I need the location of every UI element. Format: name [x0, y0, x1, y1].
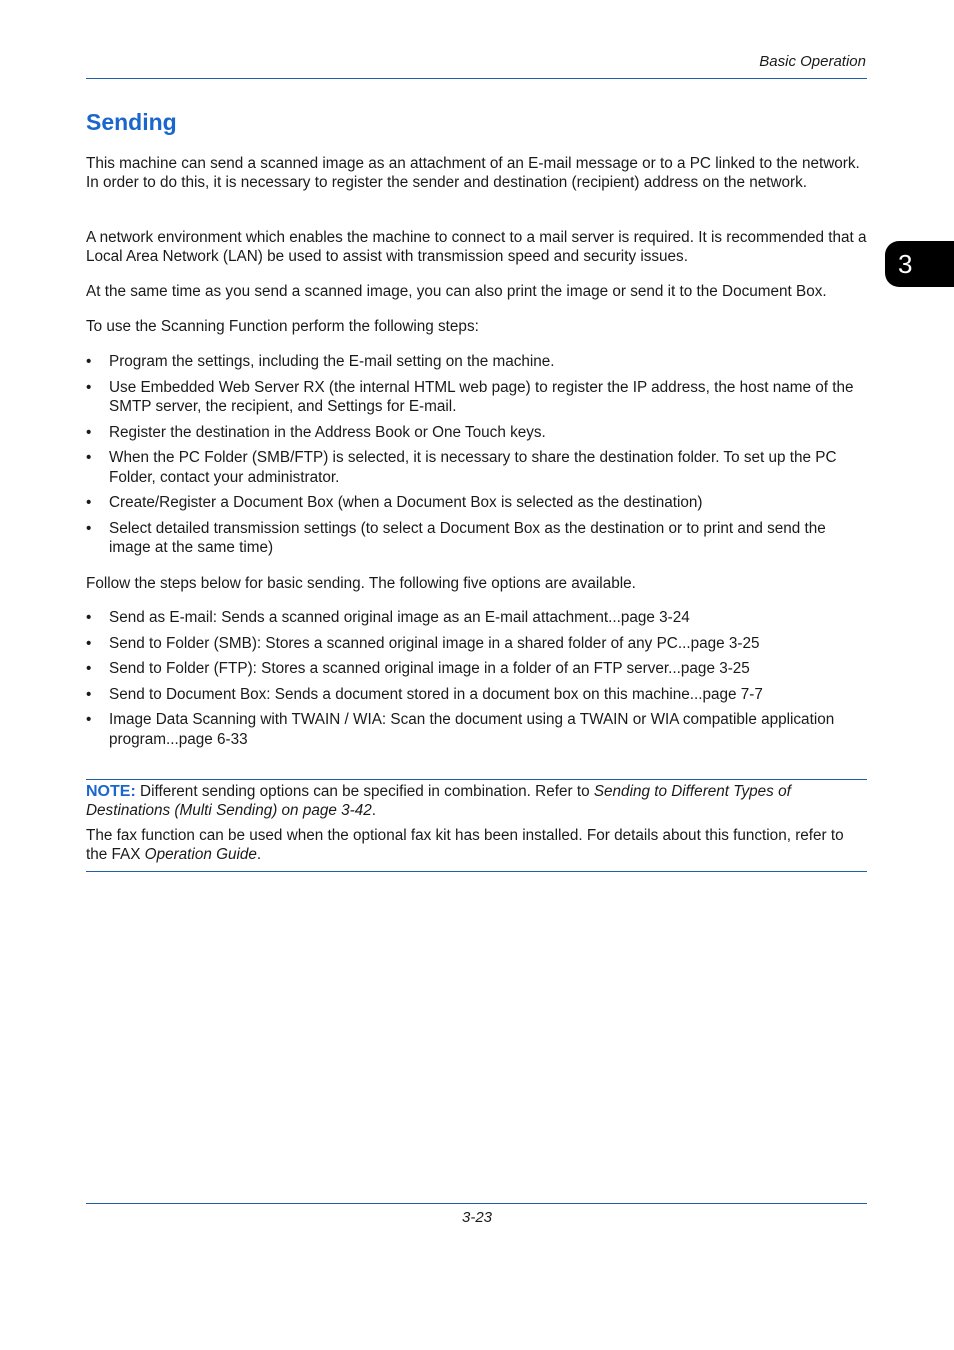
- list-item: • Use Embedded Web Server RX (the internal HTML web page) to register the IP address, the host name of the SMTP server, the recipient, and Settings for E-mail.: [86, 378, 868, 417]
- note-label: NOTE:: [86, 783, 136, 800]
- list-item: • Register the destination in the Address Book or One Touch keys.: [86, 423, 868, 443]
- note-paragraph: [86, 782, 868, 820]
- fax-note-paragraph: [86, 826, 868, 864]
- list-item: • Send to Folder (SMB): Stores a scanned original image in a shared folder of any PC...page 3-25: [86, 634, 868, 654]
- fax-guide-reference: Operation Guide: [144, 846, 257, 863]
- steps-list: [86, 352, 868, 564]
- list-item: • Image Data Scanning with TWAIN / WIA: Scan the document using a TWAIN or WIA compatible application program...page 6-33: [86, 710, 868, 749]
- list-item: • Program the settings, including the E-mail setting on the machine.: [86, 352, 868, 372]
- document-box-paragraph: At the same time as you send a scanned image, you can also print the image or send it to the Document Box.: [86, 283, 827, 300]
- list-item: • Select detailed transmission settings (to select a Document Box as the destination or to print and send the image at the same time): [86, 519, 868, 558]
- steps-intro-paragraph: To use the Scanning Function perform the following steps:: [86, 318, 479, 335]
- intro-paragraph: This machine can send a scanned image as an attachment of an E-mail message or to a PC linked to the network. In order to do this, it is necessary to register the sender and destination (recipient) address on the network.: [86, 155, 860, 191]
- header-rule: [86, 78, 867, 79]
- list-item: • Send to Document Box: Sends a document stored in a document box on this machine...page 7-7: [86, 685, 868, 705]
- list-item: • Create/Register a Document Box (when a Document Box is selected as the destination): [86, 493, 868, 513]
- header-section-title: Basic Operation: [759, 53, 866, 70]
- list-item: • Send as E-mail: Sends a scanned original image as an E-mail attachment...page 3-24: [86, 608, 868, 628]
- network-paragraph: A network environment which enables the machine to connect to a mail server is required. It is recommended that a Local Area Network (LAN) be used to assist with transmission speed and security issues.: [86, 229, 867, 265]
- footer-rule: [86, 1203, 867, 1204]
- note-reference-link: Sending to Different Types of Destinations (Multi Sending) on page 3-42: [86, 783, 791, 819]
- note-bottom-rule: [86, 871, 867, 872]
- chapter-tab: [885, 241, 954, 287]
- list-item: • When the PC Folder (SMB/FTP) is selected, it is necessary to share the destination folder. To set up the PC Folder, contact your administrator.: [86, 448, 868, 487]
- list-item: • Send to Folder (FTP): Stores a scanned original image in a folder of an FTP server...page 3-25: [86, 659, 868, 679]
- options-intro-paragraph: Follow the steps below for basic sending. The following five options are available.: [86, 575, 636, 592]
- fax-note-text: The fax function can be used when the optional fax kit has been installed. For details about this function, refer to the FAX: [86, 827, 844, 863]
- note-end: .: [371, 802, 376, 819]
- note-text: Different sending options can be specified in combination. Refer to: [135, 783, 594, 800]
- page-title: Sending: [86, 109, 177, 135]
- note-top-rule: [86, 779, 867, 780]
- page-number: 3-23: [461, 1209, 493, 1226]
- fax-note-end: .: [256, 846, 262, 863]
- options-list: [86, 608, 868, 755]
- chapter-number: 3: [898, 249, 913, 279]
